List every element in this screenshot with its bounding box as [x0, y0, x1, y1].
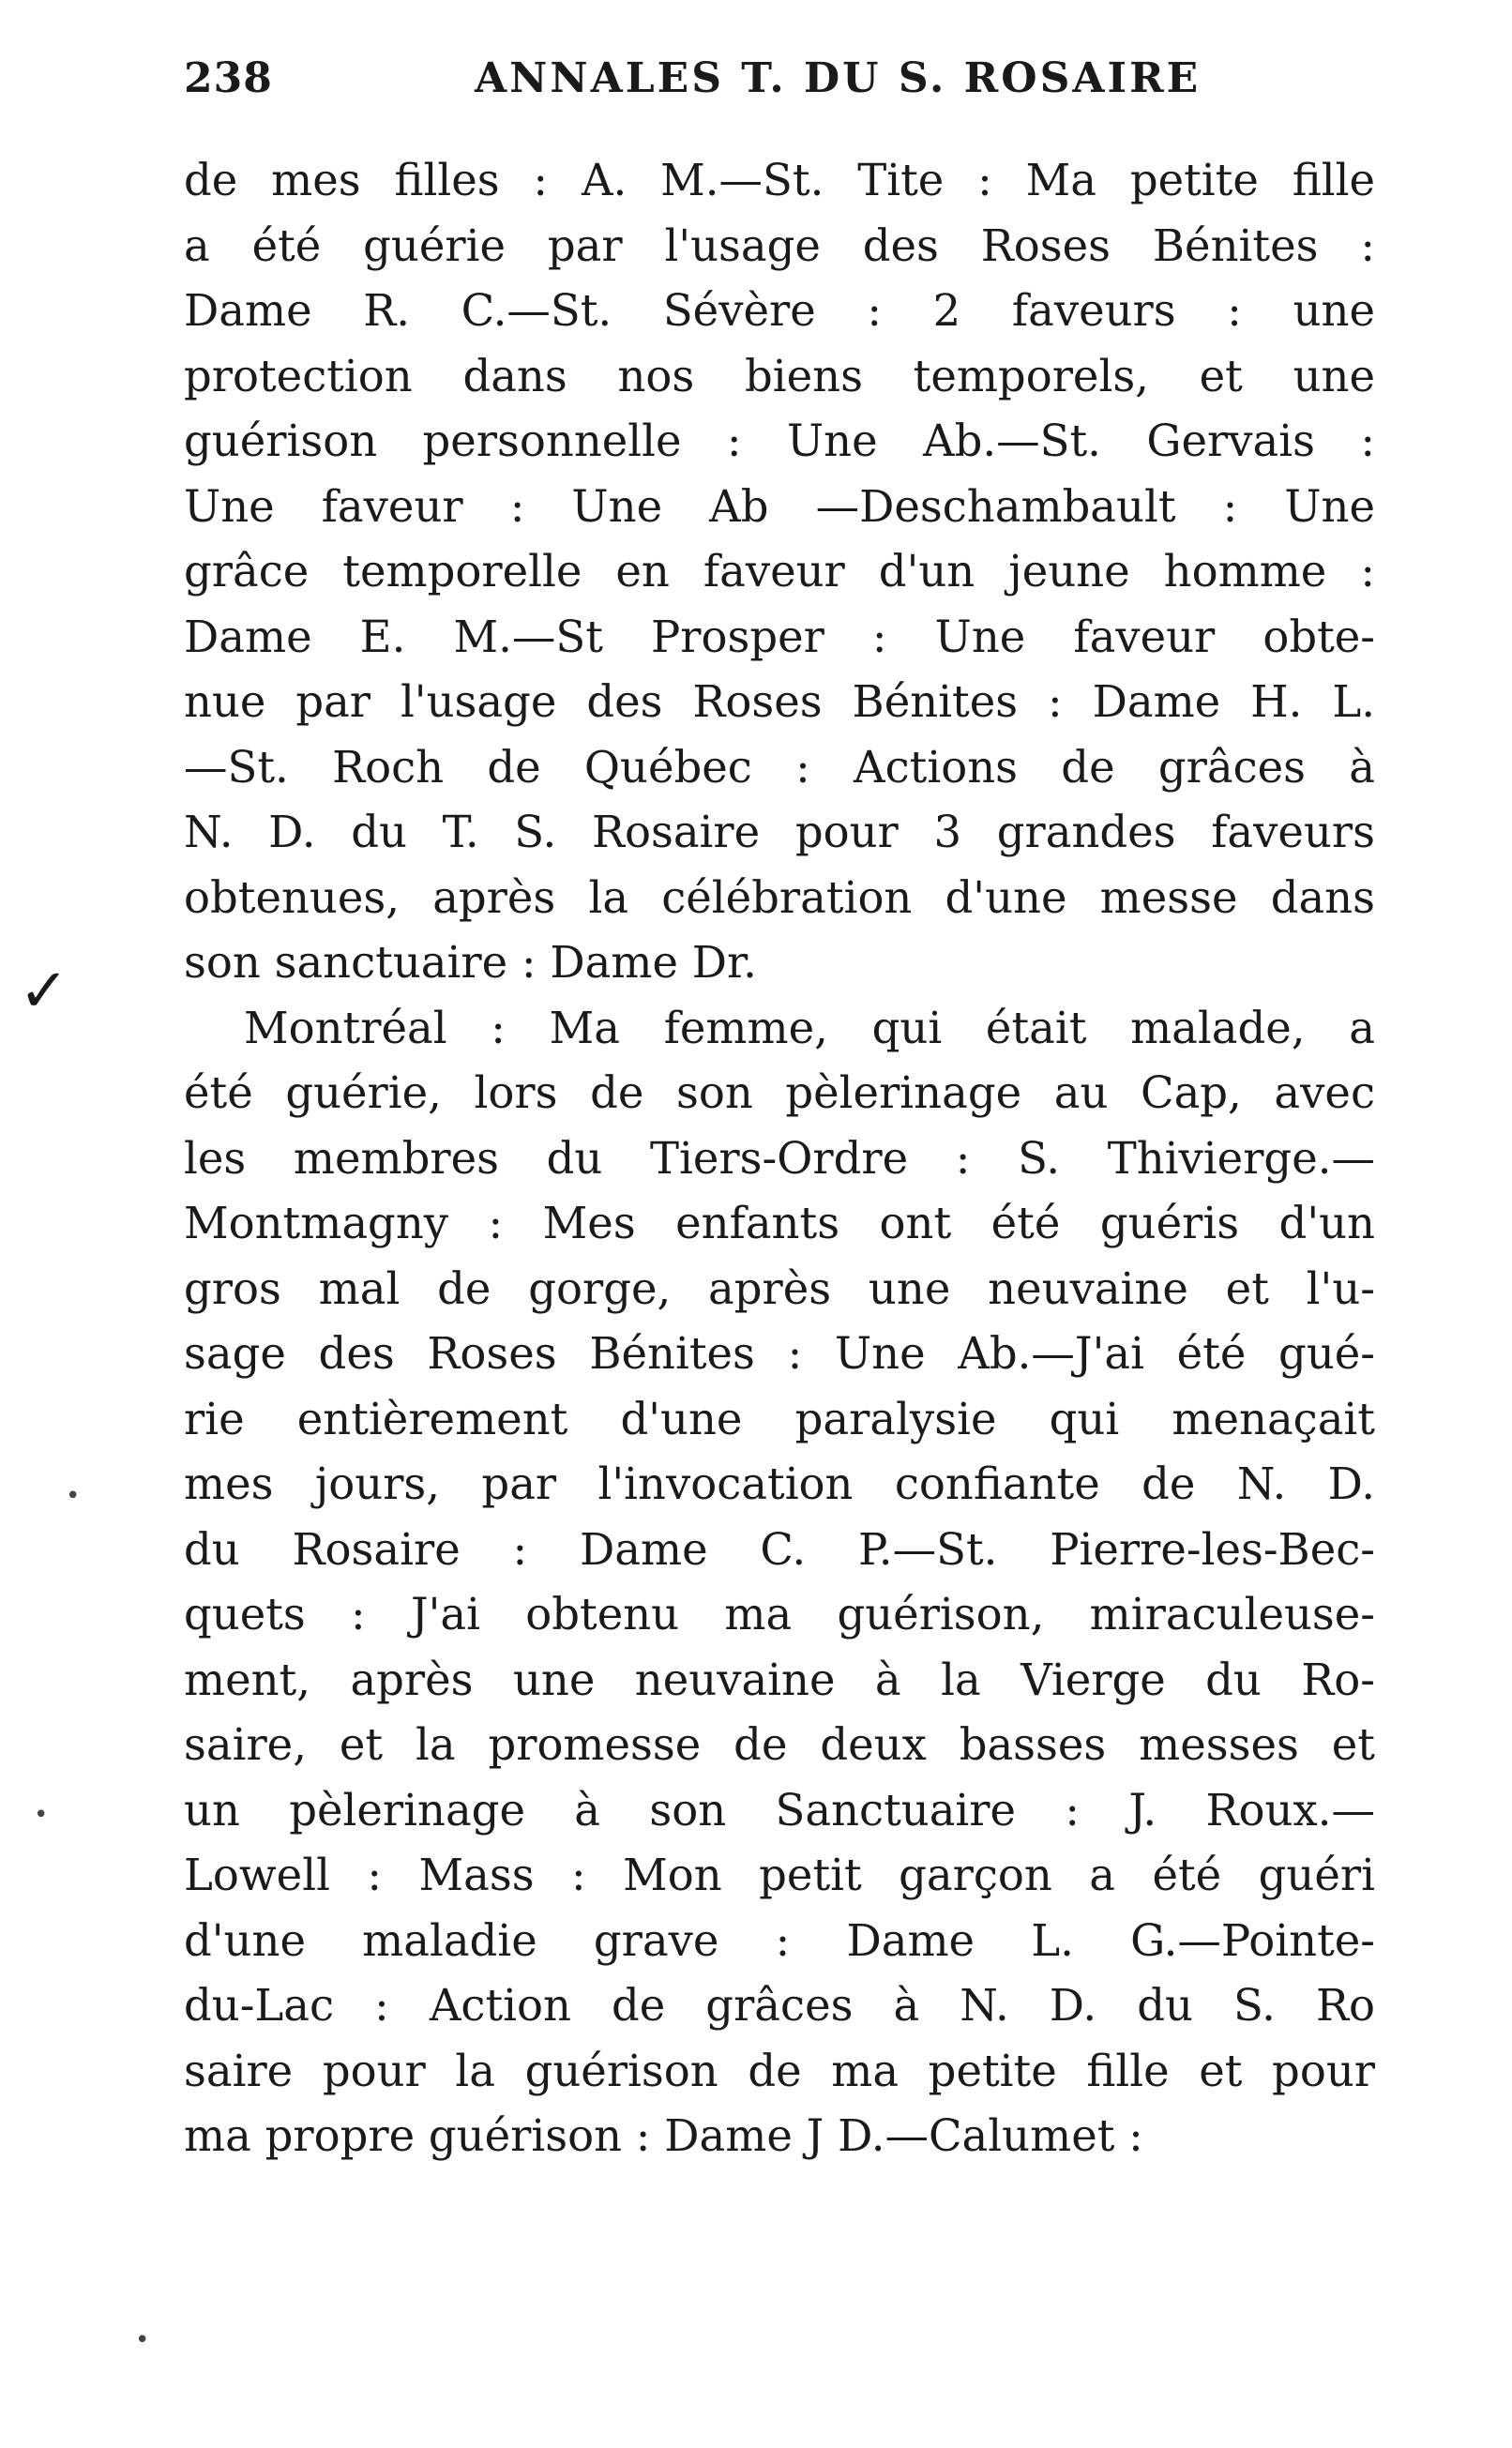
- text-line: gros mal de gorge, après une neuvaine et l'u-: [184, 1262, 1375, 1314]
- text-line: Lowell : Mass : Mon petit garçon a été guéri: [184, 1850, 1375, 1900]
- text-line: son sanctuaire : Dame Dr.: [184, 937, 757, 988]
- text-line: protection dans nos biens temporels, et une: [184, 350, 1375, 401]
- text-line: guérison personnelle : Une Ab.—St. Gervais :: [184, 416, 1375, 466]
- ink-speck: •: [66, 1482, 81, 1510]
- body-text: [184, 148, 1375, 2169]
- text-line: saire pour la guérison de ma petite fille et pour: [184, 2045, 1375, 2096]
- text-line: mes jours, par l'invocation confiante de N. D.: [184, 1458, 1375, 1509]
- text-line: Montréal : Ma femme, qui était malade, a: [244, 1002, 1375, 1053]
- text-line: Montmagny : Mes enfants ont été guéris d'un: [184, 1198, 1375, 1248]
- text-line: été guérie, lors de son pèlerinage au Cap, avec: [184, 1067, 1375, 1118]
- ink-speck: •: [34, 1801, 49, 1829]
- page-header: [184, 54, 1366, 129]
- text-line: d'une maladie grave : Dame L. G.—Pointe-: [184, 1914, 1375, 1966]
- text-line: grâce temporelle en faveur d'un jeune homme :: [184, 546, 1375, 597]
- text-line: rie entièrement d'une paralysie qui menaçait: [184, 1393, 1375, 1444]
- text-line: sage des Roses Bénites : Une Ab.—J'ai été gué-: [184, 1328, 1375, 1379]
- margin-pencil-mark: ✓: [19, 957, 69, 1026]
- text-line: de mes filles : A. M.—St. Tite : Ma petite fille: [184, 155, 1375, 205]
- text-line: N. D. du T. S. Rosaire pour 3 grandes faveurs: [184, 807, 1375, 857]
- page-number: 238: [184, 54, 273, 102]
- text-line: Dame E. M.—St Prosper : Une faveur obte-: [184, 611, 1375, 662]
- text-line: du-Lac : Action de grâces à N. D. du S. Ro: [184, 1980, 1375, 2031]
- text-line: Dame R. C.—St. Sévère : 2 faveurs : une: [184, 285, 1375, 336]
- text-line: —St. Roch de Québec : Actions de grâces à: [184, 741, 1375, 793]
- text-line: obtenues, après la célébration d'une messe dans: [184, 871, 1375, 923]
- text-line: un pèlerinage à son Sanctuaire : J. Roux.—: [184, 1784, 1375, 1836]
- text-line: les membres du Tiers-Ordre : S. Thivierge.—: [184, 1132, 1375, 1184]
- text-line: quets : J'ai obtenu ma guérison, miraculeuse-: [184, 1589, 1375, 1640]
- text-line: saire, et la promesse de deux basses messes et: [184, 1719, 1375, 1770]
- text-line: ma propre guérison : Dame J D.—Calumet :: [184, 2110, 1143, 2161]
- text-line: nue par l'usage des Roses Bénites : Dame H. L.: [184, 676, 1375, 727]
- text-line: a été guérie par l'usage des Roses Bénites :: [184, 219, 1375, 271]
- text-line: Une faveur : Une Ab —Deschambault : Une: [184, 480, 1375, 532]
- ink-speck: •: [135, 2326, 150, 2354]
- text-line: du Rosaire : Dame C. P.—St. Pierre-les-Bec-: [184, 1523, 1375, 1575]
- text-line: ment, après une neuvaine à la Vierge du Ro-: [184, 1654, 1375, 1705]
- running-title: ANNALES T. DU S. ROSAIRE: [475, 54, 1202, 102]
